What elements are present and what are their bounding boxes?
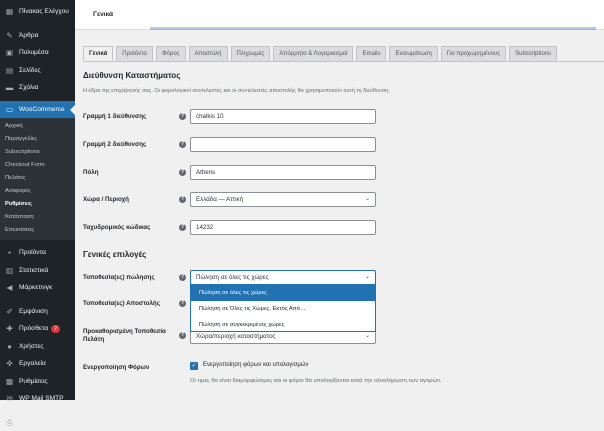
menu-settings[interactable] [0, 373, 75, 391]
menu-label: WP Mail SMTP [19, 395, 64, 402]
menu-appearance[interactable] [0, 303, 75, 321]
comments-icon: ▬ [5, 83, 14, 92]
menu-wp-mail-smtp[interactable] [0, 390, 75, 408]
submenu-status[interactable]: Κατάσταση [0, 211, 75, 224]
help-icon[interactable]: ? [179, 196, 186, 203]
chevron-down-icon: ⌄ [365, 271, 370, 284]
menu-posts[interactable] [0, 27, 75, 45]
menu-pages[interactable] [0, 62, 75, 80]
shipping-location-label: Τοποθεσία(ες) Αποστολής [83, 300, 160, 307]
menu-label: Χρήστες [19, 343, 44, 350]
address-line2-label: Γραμμή 2 διεύθυνσης [83, 141, 146, 148]
menu-label: Προϊόντα [19, 249, 46, 256]
menu-products[interactable] [0, 244, 75, 262]
country-region-label: Χώρα / Περιοχή [83, 196, 129, 203]
tab-tax[interactable]: Φόρος [156, 46, 186, 61]
tab-payments[interactable]: Πληρωμές [231, 46, 271, 61]
brush-icon: ✐ [5, 307, 14, 316]
tab-integration[interactable]: Ενσωμάτωση [389, 46, 437, 61]
menu-analytics[interactable] [0, 262, 75, 280]
users-icon: ● [5, 342, 14, 351]
menu-label: Εμφάνιση [19, 308, 48, 315]
store-address-description: Η έδρα της επιχείρησής σας. Οι φορολογικοί συντελεστές και οι συντελεστές αποστολής θα χρησιμοποιούν αυτή τη διεύθυνση. [83, 88, 390, 94]
help-icon[interactable]: ? [179, 274, 186, 281]
tab-products[interactable]: Προϊόντα [116, 46, 153, 61]
country-region-value: Ελλάδα — Αττική [196, 196, 243, 203]
dropdown-option[interactable]: Πώληση σε Όλες τις Χώρες, Εκτός Από… [191, 301, 375, 317]
menu-label: Πίνακας Ελέγχου [19, 8, 69, 15]
chevron-down-icon: ⌄ [365, 193, 370, 206]
address-line1-label: Γραμμή 1 διεύθυνσης [83, 113, 146, 120]
help-icon[interactable]: ? [179, 169, 186, 176]
default-customer-location-label: Προκαθορισμένη Τοποθεσία [83, 328, 166, 335]
active-arrow-icon [70, 105, 75, 115]
menu-label: Εργαλεία [19, 360, 46, 367]
store-address-heading: Διεύθυνση Καταστήματος [83, 71, 180, 80]
woo-icon: ▭ [5, 105, 14, 114]
help-icon[interactable]: ? [179, 141, 186, 148]
help-icon[interactable]: ? [179, 224, 186, 231]
menu-users[interactable] [0, 338, 75, 356]
menu-comments[interactable] [0, 79, 75, 97]
tab-general[interactable]: Γενικά [83, 46, 113, 61]
submenu-reports[interactable]: Αναφορές [0, 185, 75, 198]
selling-location-select[interactable] [190, 270, 376, 285]
enable-taxes-description: Οι τιμές θα είναι διαμορφώσιμες και οι φόροι θα υπολογίζονται κατά την ολοκλήρωση των αγορών. [190, 378, 442, 384]
products-icon: ▪ [5, 248, 14, 257]
menu-label: Μάρκετινγκ [19, 284, 52, 291]
megaphone-icon: ◀ [5, 283, 14, 292]
tab-shipping[interactable]: Αποστολή [189, 46, 228, 61]
enable-taxes-label: Ενεργοποίηση Φόρων [83, 364, 149, 371]
menu-label: Σελίδες [19, 67, 41, 74]
menu-label: Πρόσθετα [19, 325, 48, 332]
admin-sidebar [0, 0, 75, 400]
address-line1-input[interactable]: chalkis 10 [190, 109, 376, 124]
city-label: Πόλη [83, 169, 98, 176]
postcode-input[interactable]: 14232 [190, 220, 376, 235]
submenu-extensions[interactable]: Επεκτάσεις [0, 224, 75, 237]
menu-label: Printer Receipts [19, 419, 66, 426]
menu-label: Στατιστικά [19, 267, 48, 274]
tools-icon: ✜ [5, 359, 14, 368]
update-count-badge: 2 [51, 325, 60, 333]
selling-location-value: Πώληση σε όλες τις χώρες [196, 274, 269, 281]
tab-advanced[interactable]: Για προχωρημένους [441, 46, 506, 61]
default-customer-location-label-line2: Πελάτη [83, 336, 104, 343]
settings-icon: ▩ [5, 377, 14, 386]
menu-plugins[interactable] [0, 320, 75, 338]
country-region-select[interactable] [190, 192, 376, 207]
postcode-label: Ταχυδρομικός κώδικας [83, 224, 150, 231]
dropdown-option[interactable]: Πώληση σε όλες τις χώρες [191, 285, 375, 301]
submenu-checkout-form[interactable]: Checkout Form [0, 159, 75, 172]
menu-media[interactable] [0, 44, 75, 62]
selling-location-label: Τοποθεσία(ες) πώλησης [83, 274, 155, 281]
settings-tabs [83, 46, 557, 61]
printer-icon: ⎙ [5, 418, 14, 427]
selling-location-dropdown [190, 284, 376, 332]
woocommerce-submenu [0, 118, 75, 240]
mail-icon: ✉ [5, 394, 14, 403]
pages-icon: ▤ [5, 66, 14, 75]
submenu-orders[interactable]: Παραγγελίες [0, 133, 75, 146]
enable-taxes-checkbox-label: Ενεργοποίηση φόρων και υπολογισμών [203, 362, 308, 368]
page-title: Γενικά [93, 11, 113, 18]
menu-tools[interactable] [0, 355, 75, 373]
dashboard-icon: ▦ [5, 7, 14, 16]
page-header [75, 0, 604, 30]
dropdown-option[interactable]: Πώληση σε συγκεκριμένες χώρες [191, 317, 375, 333]
menu-label: WooCommerce [19, 106, 65, 113]
tab-privacy-accounts[interactable]: Απόρρητο & Λογαριασμοί [273, 46, 353, 61]
pin-icon: ✎ [5, 31, 14, 40]
stats-icon: ▥ [5, 266, 14, 275]
general-options-heading: Γενικές επιλογές [83, 250, 146, 259]
address-line2-input[interactable] [190, 137, 376, 152]
header-accent-bar [150, 27, 596, 30]
tab-subscriptions[interactable]: Subscriptions [509, 46, 557, 61]
enable-taxes-checkbox[interactable]: ✓ [190, 362, 198, 370]
chevron-down-icon: ⌄ [365, 330, 370, 343]
menu-woocommerce[interactable] [0, 101, 75, 119]
media-icon: ▣ [5, 48, 14, 57]
submenu-home[interactable]: Αρχική [0, 120, 75, 133]
tab-emails[interactable]: Emails [356, 46, 386, 61]
menu-label: Σχόλια [19, 84, 38, 91]
menu-dashboard[interactable] [0, 3, 75, 21]
menu-label: Άρθρα [19, 32, 38, 39]
menu-label: Ρυθμίσεις [19, 378, 48, 385]
submenu-customers[interactable]: Πελάτες [0, 172, 75, 185]
menu-printer-receipts[interactable] [0, 414, 75, 431]
default-customer-location-value: Χώρα/περιοχή καταστήματος [196, 333, 276, 340]
menu-label: Πολυμέσα [19, 49, 49, 56]
submenu-subscriptions[interactable]: Subscriptions [0, 146, 75, 159]
plugin-icon: ✚ [5, 324, 14, 333]
tabs-divider [83, 61, 604, 62]
menu-marketing[interactable] [0, 279, 75, 297]
city-input[interactable]: Athens [190, 165, 376, 180]
help-icon[interactable]: ? [179, 332, 186, 339]
help-icon[interactable]: ? [179, 300, 186, 307]
submenu-settings[interactable]: Ρυθμίσεις [0, 198, 75, 211]
help-icon[interactable]: ? [179, 113, 186, 120]
